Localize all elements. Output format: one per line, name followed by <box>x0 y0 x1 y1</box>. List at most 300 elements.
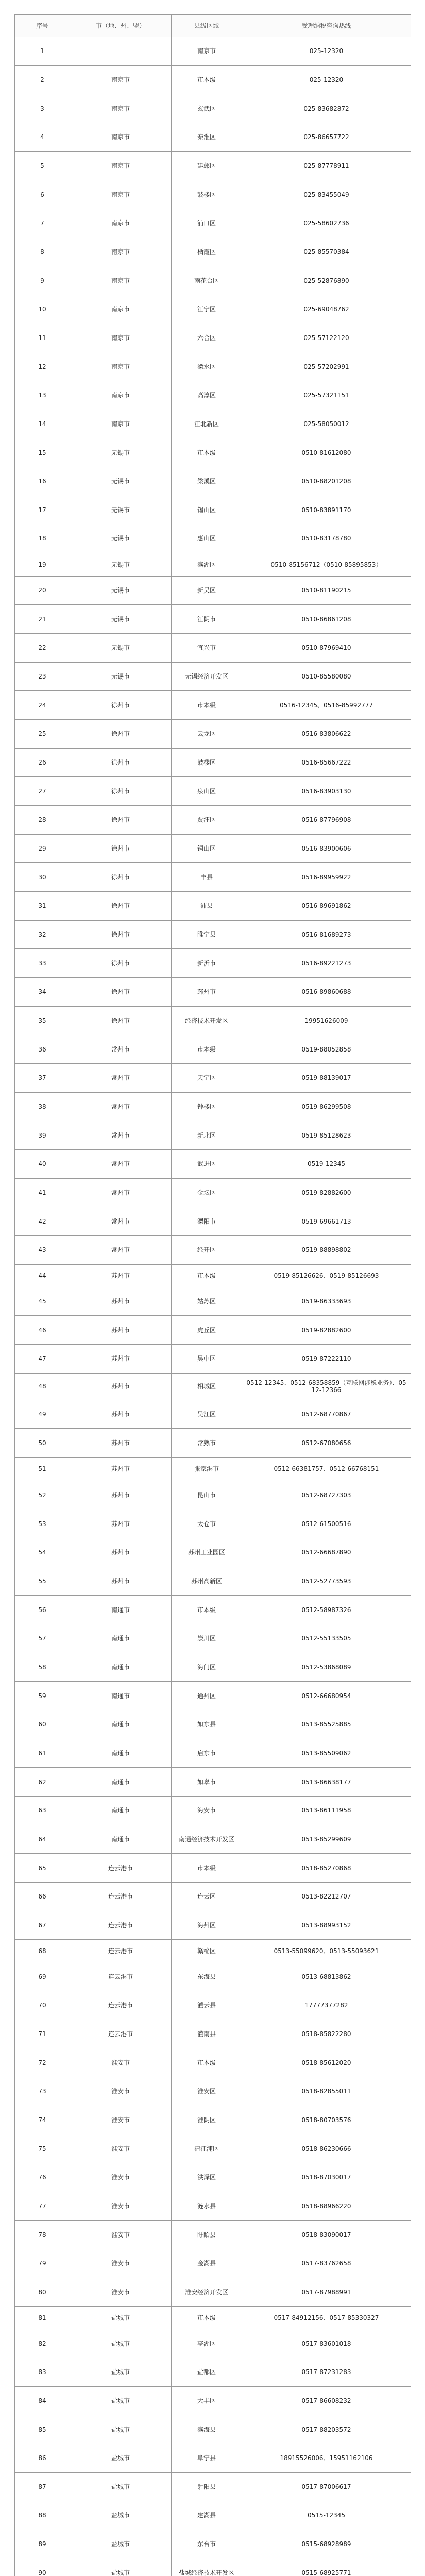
cell-city: 盐城市 <box>70 2558 172 2576</box>
table-row <box>15 2278 411 2307</box>
cell-no: 58 <box>15 1653 70 1682</box>
cell-no: 11 <box>15 324 70 352</box>
cell-phone: 0512-68770867 <box>242 1400 411 1429</box>
cell-phone: 0513-85509062 <box>242 1739 411 1768</box>
cell-city: 盐城市 <box>70 2501 172 2530</box>
table-row <box>15 2415 411 2444</box>
cell-phone: 0516-83900606 <box>242 834 411 863</box>
cell-no: 33 <box>15 949 70 978</box>
cell-no: 68 <box>15 1940 70 1962</box>
cell-district: 泉山区 <box>172 777 242 806</box>
cell-city <box>70 37 172 66</box>
cell-no: 69 <box>15 1962 70 1991</box>
cell-city: 南京市 <box>70 238 172 266</box>
cell-city: 无锡市 <box>70 524 172 553</box>
cell-district: 高淳区 <box>172 381 242 410</box>
cell-city: 南通市 <box>70 1825 172 1854</box>
table-row <box>15 2472 411 2501</box>
table-row <box>15 1063 411 1092</box>
cell-city: 盐城市 <box>70 2358 172 2386</box>
cell-no: 46 <box>15 1316 70 1345</box>
cell-phone: 025-87778911 <box>242 151 411 180</box>
cell-district: 武进区 <box>172 1149 242 1178</box>
cell-no: 35 <box>15 1006 70 1035</box>
cell-phone: 0512-66381757、0512-66768151 <box>242 1457 411 1481</box>
cell-phone: 0512-53868089 <box>242 1653 411 1682</box>
cell-city: 南京市 <box>70 151 172 180</box>
cell-no: 37 <box>15 1063 70 1092</box>
cell-no: 2 <box>15 65 70 94</box>
cell-no: 28 <box>15 806 70 835</box>
table-row <box>15 266 411 295</box>
cell-phone: 0516-83806622 <box>242 720 411 749</box>
table-row <box>15 295 411 324</box>
cell-district: 云龙区 <box>172 720 242 749</box>
table-row <box>15 238 411 266</box>
cell-no: 23 <box>15 662 70 691</box>
cell-phone: 0516-81689273 <box>242 920 411 949</box>
cell-district: 沛县 <box>172 892 242 921</box>
cell-city: 南京市 <box>70 209 172 238</box>
cell-no: 55 <box>15 1567 70 1596</box>
cell-district: 崇川区 <box>172 1624 242 1653</box>
cell-no: 59 <box>15 1682 70 1710</box>
cell-no: 34 <box>15 978 70 1007</box>
cell-city: 南京市 <box>70 352 172 381</box>
table-row <box>15 553 411 576</box>
cell-district: 阜宁县 <box>172 2444 242 2472</box>
cell-city: 盐城市 <box>70 2530 172 2558</box>
cell-no: 70 <box>15 1991 70 2020</box>
cell-district: 姑苏区 <box>172 1287 242 1316</box>
table-row <box>15 37 411 66</box>
cell-district: 大丰区 <box>172 2386 242 2415</box>
cell-city: 淮安市 <box>70 2221 172 2249</box>
cell-phone: 0510-83178780 <box>242 524 411 553</box>
cell-phone: 0519-12345 <box>242 1149 411 1178</box>
cell-city: 常州市 <box>70 1035 172 1064</box>
cell-district: 市本级 <box>172 1264 242 1287</box>
table-row <box>15 1624 411 1653</box>
cell-no: 61 <box>15 1739 70 1768</box>
cell-no: 67 <box>15 1911 70 1940</box>
cell-phone: 0516-87796908 <box>242 806 411 835</box>
cell-district: 溧水区 <box>172 352 242 381</box>
table-row <box>15 691 411 720</box>
cell-no: 66 <box>15 1883 70 1911</box>
cell-phone: 19951626009 <box>242 1006 411 1035</box>
cell-district: 启东市 <box>172 1739 242 1768</box>
cell-city: 苏州市 <box>70 1538 172 1567</box>
cell-city: 无锡市 <box>70 662 172 691</box>
cell-no: 25 <box>15 720 70 749</box>
cell-phone: 0518-87030017 <box>242 2163 411 2192</box>
cell-no: 77 <box>15 2192 70 2221</box>
table-row <box>15 634 411 663</box>
cell-district: 宜兴市 <box>172 634 242 663</box>
cell-no: 18 <box>15 524 70 553</box>
cell-city: 连云港市 <box>70 1991 172 2020</box>
cell-phone: 0510-88201208 <box>242 467 411 496</box>
cell-district: 无锡经济开发区 <box>172 662 242 691</box>
header-row <box>15 15 411 37</box>
cell-phone: 0516-85667222 <box>242 748 411 777</box>
table-row <box>15 2358 411 2386</box>
cell-city: 徐州市 <box>70 777 172 806</box>
cell-city: 连云港市 <box>70 1962 172 1991</box>
cell-district: 溧阳市 <box>172 1207 242 1236</box>
cell-phone: 0517-87231283 <box>242 2358 411 2386</box>
cell-city: 徐州市 <box>70 920 172 949</box>
cell-city: 南京市 <box>70 65 172 94</box>
cell-district: 锡山区 <box>172 496 242 524</box>
cell-no: 73 <box>15 2077 70 2106</box>
table-row <box>15 2386 411 2415</box>
cell-phone: 0519-88898802 <box>242 1235 411 1264</box>
cell-phone: 025-58050012 <box>242 410 411 438</box>
cell-city: 淮安市 <box>70 2192 172 2221</box>
table-row <box>15 2077 411 2106</box>
cell-city: 南京市 <box>70 180 172 209</box>
cell-phone: 0519-82882600 <box>242 1316 411 1345</box>
table-row <box>15 438 411 467</box>
header-phone: 受理纳税咨询热线 <box>242 15 411 37</box>
cell-district: 经济技术开发区 <box>172 1006 242 1035</box>
cell-district: 江宁区 <box>172 295 242 324</box>
cell-phone: 0518-85612020 <box>242 2048 411 2077</box>
cell-no: 63 <box>15 1797 70 1825</box>
table-row <box>15 806 411 835</box>
cell-phone: 0516-83903130 <box>242 777 411 806</box>
cell-city: 南通市 <box>70 1624 172 1653</box>
cell-no: 56 <box>15 1596 70 1624</box>
cell-district: 昆山市 <box>172 1481 242 1510</box>
table-row <box>15 1682 411 1710</box>
cell-city: 连云港市 <box>70 1911 172 1940</box>
cell-district: 新北区 <box>172 1121 242 1150</box>
table-row <box>15 1207 411 1236</box>
cell-city: 徐州市 <box>70 720 172 749</box>
cell-no: 72 <box>15 2048 70 2077</box>
cell-district: 涟水县 <box>172 2192 242 2221</box>
cell-district: 六合区 <box>172 324 242 352</box>
table-row <box>15 496 411 524</box>
cell-phone: 0512-61500516 <box>242 1510 411 1538</box>
cell-city: 常州市 <box>70 1178 172 1207</box>
cell-district: 太仓市 <box>172 1510 242 1538</box>
cell-no: 65 <box>15 1854 70 1883</box>
table-row <box>15 1538 411 1567</box>
cell-phone: 025-12320 <box>242 65 411 94</box>
table-row <box>15 949 411 978</box>
table-row <box>15 1825 411 1854</box>
cell-phone: 0518-82855011 <box>242 2077 411 2106</box>
table-row <box>15 151 411 180</box>
cell-no: 30 <box>15 863 70 892</box>
cell-no: 42 <box>15 1207 70 1236</box>
cell-district: 虎丘区 <box>172 1316 242 1345</box>
cell-no: 52 <box>15 1481 70 1510</box>
cell-district: 盐城经济技术开发区 <box>172 2558 242 2576</box>
cell-no: 88 <box>15 2501 70 2530</box>
cell-phone: 0510-87969410 <box>242 634 411 663</box>
cell-city: 南通市 <box>70 1653 172 1682</box>
cell-no: 27 <box>15 777 70 806</box>
cell-district: 新吴区 <box>172 576 242 605</box>
cell-phone: 0512-58987326 <box>242 1596 411 1624</box>
table-row <box>15 1653 411 1682</box>
table-row <box>15 467 411 496</box>
cell-city: 连云港市 <box>70 2020 172 2048</box>
cell-phone: 0519-85126626、0519-85126693 <box>242 1264 411 1287</box>
cell-district: 南通经济技术开发区 <box>172 1825 242 1854</box>
cell-no: 6 <box>15 180 70 209</box>
cell-no: 13 <box>15 381 70 410</box>
table-row <box>15 892 411 921</box>
table-row <box>15 2020 411 2048</box>
cell-phone: 0519-88052858 <box>242 1035 411 1064</box>
table-row <box>15 1739 411 1768</box>
cell-phone: 0517-84912156、0517-85330327 <box>242 2307 411 2329</box>
cell-city: 盐城市 <box>70 2415 172 2444</box>
cell-city: 常州市 <box>70 1149 172 1178</box>
table-row <box>15 1287 411 1316</box>
cell-city: 苏州市 <box>70 1510 172 1538</box>
cell-phone: 0513-85299609 <box>242 1825 411 1854</box>
cell-district: 市本级 <box>172 65 242 94</box>
table-row <box>15 720 411 749</box>
cell-city: 连云港市 <box>70 1854 172 1883</box>
cell-district: 金湖县 <box>172 2249 242 2278</box>
cell-no: 82 <box>15 2329 70 2358</box>
cell-no: 40 <box>15 1149 70 1178</box>
cell-phone: 0510-83891170 <box>242 496 411 524</box>
table-row <box>15 352 411 381</box>
cell-no: 16 <box>15 467 70 496</box>
cell-district: 常熟市 <box>172 1429 242 1458</box>
cell-phone: 025-12320 <box>242 37 411 66</box>
cell-phone: 0515-68928989 <box>242 2530 411 2558</box>
table-row <box>15 1235 411 1264</box>
cell-phone: 025-57202991 <box>242 352 411 381</box>
cell-phone: 025-57321151 <box>242 381 411 410</box>
cell-phone: 0513-82212707 <box>242 1883 411 1911</box>
cell-district: 秦淮区 <box>172 123 242 151</box>
table-body <box>15 37 411 2576</box>
cell-district: 新沂市 <box>172 949 242 978</box>
cell-district: 通州区 <box>172 1682 242 1710</box>
cell-phone: 0516-89860688 <box>242 978 411 1007</box>
cell-no: 64 <box>15 1825 70 1854</box>
cell-district: 淮安经济开发区 <box>172 2278 242 2307</box>
cell-district: 鼓楼区 <box>172 748 242 777</box>
table-row <box>15 2530 411 2558</box>
cell-no: 22 <box>15 634 70 663</box>
cell-city: 徐州市 <box>70 691 172 720</box>
table-row <box>15 1596 411 1624</box>
table-row <box>15 1768 411 1797</box>
cell-district: 铜山区 <box>172 834 242 863</box>
cell-phone: 0512-66687890 <box>242 1538 411 1567</box>
cell-no: 53 <box>15 1510 70 1538</box>
cell-no: 31 <box>15 892 70 921</box>
cell-phone: 0516-89691862 <box>242 892 411 921</box>
cell-phone: 025-85570384 <box>242 238 411 266</box>
cell-phone: 0518-86230666 <box>242 2134 411 2163</box>
cell-city: 徐州市 <box>70 892 172 921</box>
cell-phone: 025-58602736 <box>242 209 411 238</box>
cell-district: 浦口区 <box>172 209 242 238</box>
cell-phone: 0510-81190215 <box>242 576 411 605</box>
cell-city: 连云港市 <box>70 1883 172 1911</box>
cell-city: 徐州市 <box>70 834 172 863</box>
cell-no: 24 <box>15 691 70 720</box>
table-row <box>15 1006 411 1035</box>
cell-city: 连云港市 <box>70 1940 172 1962</box>
cell-district: 如皋市 <box>172 1768 242 1797</box>
cell-no: 60 <box>15 1710 70 1739</box>
table-row <box>15 1854 411 1883</box>
cell-phone: 0512-68727303 <box>242 1481 411 1510</box>
cell-no: 26 <box>15 748 70 777</box>
cell-district: 贾汪区 <box>172 806 242 835</box>
cell-phone: 0513-86638177 <box>242 1768 411 1797</box>
table-row <box>15 2329 411 2358</box>
cell-city: 徐州市 <box>70 748 172 777</box>
cell-no: 45 <box>15 1287 70 1316</box>
table-row <box>15 2192 411 2221</box>
cell-no: 17 <box>15 496 70 524</box>
table-row <box>15 2249 411 2278</box>
table-row <box>15 834 411 863</box>
cell-district: 洪泽区 <box>172 2163 242 2192</box>
header-city: 市（地、州、盟） <box>70 15 172 37</box>
table-row <box>15 1429 411 1458</box>
table-row <box>15 1962 411 1991</box>
cell-no: 75 <box>15 2134 70 2163</box>
cell-district: 市本级 <box>172 1596 242 1624</box>
cell-phone: 0512-55133505 <box>242 1624 411 1653</box>
cell-phone: 0513-55099620、0513-55093621 <box>242 1940 411 1962</box>
cell-district: 市本级 <box>172 1035 242 1064</box>
cell-city: 南通市 <box>70 1797 172 1825</box>
cell-district: 建邺区 <box>172 151 242 180</box>
cell-no: 12 <box>15 352 70 381</box>
cell-city: 徐州市 <box>70 949 172 978</box>
cell-no: 32 <box>15 920 70 949</box>
cell-phone: 0519-87222110 <box>242 1344 411 1373</box>
table-row <box>15 2501 411 2530</box>
table-row <box>15 1567 411 1596</box>
cell-district: 滨湖区 <box>172 553 242 576</box>
cell-district: 鼓楼区 <box>172 180 242 209</box>
cell-phone: 0510-81612080 <box>242 438 411 467</box>
cell-district: 睢宁县 <box>172 920 242 949</box>
table-row <box>15 748 411 777</box>
cell-city: 南京市 <box>70 94 172 123</box>
cell-phone: 0519-85128623 <box>242 1121 411 1150</box>
cell-phone: 0518-88966220 <box>242 2192 411 2221</box>
cell-city: 苏州市 <box>70 1287 172 1316</box>
cell-no: 78 <box>15 2221 70 2249</box>
cell-no: 1 <box>15 37 70 66</box>
cell-district: 雨花台区 <box>172 266 242 295</box>
cell-city: 无锡市 <box>70 576 172 605</box>
cell-city: 常州市 <box>70 1063 172 1092</box>
cell-district: 建湖县 <box>172 2501 242 2530</box>
table-row <box>15 209 411 238</box>
table-row <box>15 1883 411 1911</box>
cell-no: 9 <box>15 266 70 295</box>
cell-no: 76 <box>15 2163 70 2192</box>
cell-city: 苏州市 <box>70 1344 172 1373</box>
cell-no: 89 <box>15 2530 70 2558</box>
table-row <box>15 1991 411 2020</box>
cell-city: 盐城市 <box>70 2386 172 2415</box>
cell-city: 无锡市 <box>70 496 172 524</box>
cell-city: 苏州市 <box>70 1264 172 1287</box>
cell-phone: 0510-86861208 <box>242 605 411 634</box>
table-row <box>15 180 411 209</box>
table-row <box>15 1481 411 1510</box>
cell-phone: 0517-86608232 <box>242 2386 411 2415</box>
table-row <box>15 1373 411 1400</box>
cell-city: 无锡市 <box>70 605 172 634</box>
tax-hotline-table <box>14 14 411 2576</box>
cell-city: 无锡市 <box>70 467 172 496</box>
table-row <box>15 920 411 949</box>
cell-phone: 0516-12345、0516-85992777 <box>242 691 411 720</box>
cell-phone: 0510-85156712（0510-85895853） <box>242 553 411 576</box>
cell-phone: 0510-85580080 <box>242 662 411 691</box>
cell-no: 57 <box>15 1624 70 1653</box>
cell-no: 85 <box>15 2415 70 2444</box>
cell-no: 81 <box>15 2307 70 2329</box>
cell-district: 江北新区 <box>172 410 242 438</box>
cell-district: 苏州工业园区 <box>172 1538 242 1567</box>
cell-city: 淮安市 <box>70 2249 172 2278</box>
cell-phone: 0512-12345、0512-68358859（互联网涉税业务）、0512-12366 <box>242 1373 411 1400</box>
cell-district: 东台市 <box>172 2530 242 2558</box>
cell-phone: 0515-12345 <box>242 2501 411 2530</box>
cell-city: 南通市 <box>70 1768 172 1797</box>
cell-district: 市本级 <box>172 438 242 467</box>
cell-city: 苏州市 <box>70 1457 172 1481</box>
table-row <box>15 1178 411 1207</box>
cell-district: 经开区 <box>172 1235 242 1264</box>
cell-phone: 0513-86111958 <box>242 1797 411 1825</box>
cell-district: 南京市 <box>172 37 242 66</box>
cell-district: 海州区 <box>172 1911 242 1940</box>
cell-city: 南通市 <box>70 1739 172 1768</box>
cell-city: 淮安市 <box>70 2077 172 2106</box>
cell-city: 南京市 <box>70 410 172 438</box>
cell-phone: 0519-88139017 <box>242 1063 411 1092</box>
cell-no: 7 <box>15 209 70 238</box>
table-row <box>15 524 411 553</box>
table-row <box>15 978 411 1007</box>
cell-city: 常州市 <box>70 1207 172 1236</box>
cell-city: 苏州市 <box>70 1400 172 1429</box>
cell-city: 淮安市 <box>70 2106 172 2134</box>
cell-no: 49 <box>15 1400 70 1429</box>
cell-phone: 025-83455049 <box>242 180 411 209</box>
cell-phone: 0513-68813862 <box>242 1962 411 1991</box>
cell-no: 38 <box>15 1092 70 1121</box>
cell-city: 南京市 <box>70 123 172 151</box>
cell-no: 41 <box>15 1178 70 1207</box>
cell-district: 清江浦区 <box>172 2134 242 2163</box>
